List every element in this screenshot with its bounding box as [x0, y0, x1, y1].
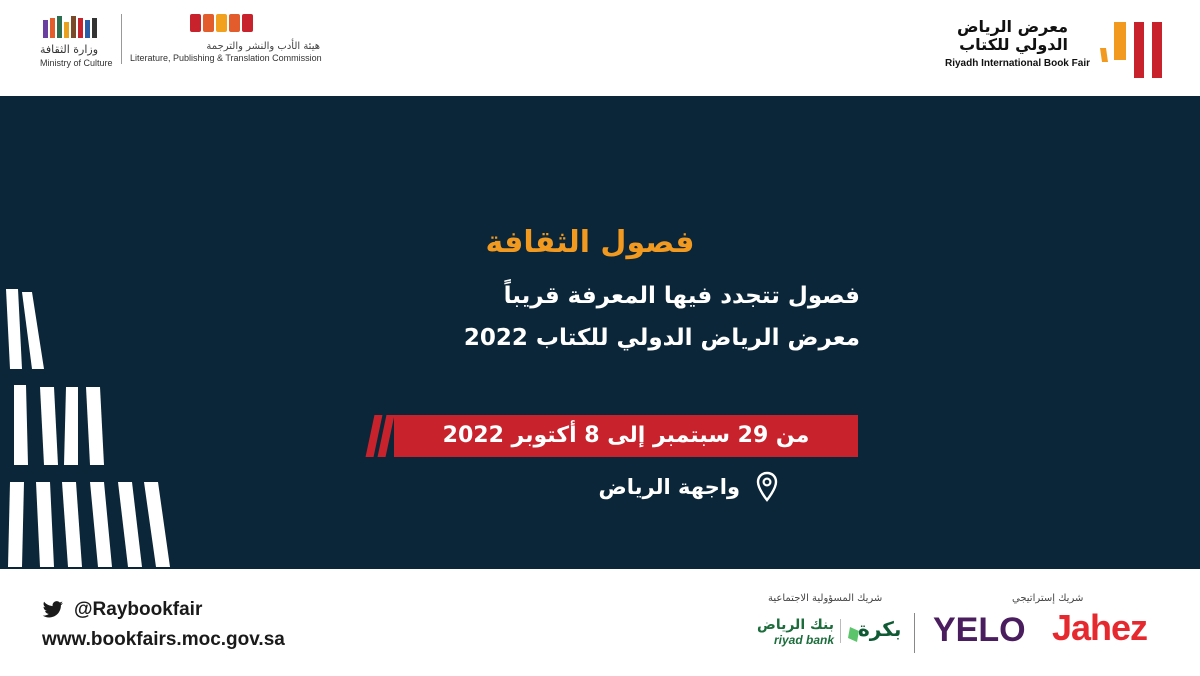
strategic-partner-label: شريك إستراتيجي [1012, 593, 1084, 604]
tagline-line2: معرض الرياض الدولي للكتاب 2022 [463, 325, 860, 351]
bakra-logo [848, 615, 902, 647]
footer [0, 569, 1200, 676]
yelo-logo: YELO [933, 611, 1026, 649]
date-banner [368, 415, 858, 457]
twitter-handle: @Raybookfair [74, 599, 203, 620]
moc-emblem-icon [43, 16, 97, 38]
moc-name-en: Ministry of Culture [40, 58, 113, 68]
website-url[interactable]: www.bookfairs.moc.gov.sa [42, 629, 285, 650]
literature-commission-logo [130, 14, 330, 66]
rbf-name-ar-line2: الدولي للكتاب [959, 35, 1068, 54]
lpt-name-en: Literature, Publishing & Translation Commission [130, 53, 322, 63]
riyad-bank-ar: بنك الرياض [757, 617, 834, 633]
riyadh-book-fair-logo [928, 14, 1178, 84]
season-title: فصول الثقافة [485, 225, 695, 260]
partner-divider [914, 613, 915, 653]
csr-partner-label: شريك المسؤولية الاجتماعية [768, 593, 883, 604]
bakra-name: بكرة [858, 617, 902, 641]
twitter-icon [42, 601, 64, 619]
promo-banner [0, 97, 1200, 569]
riyad-bank-en: riyad bank [773, 633, 834, 647]
riyad-bank-logo [752, 617, 834, 647]
twitter-link[interactable] [42, 599, 202, 621]
jahez-logo: Jahez [1052, 607, 1148, 648]
rbf-name-ar [957, 18, 1068, 54]
rbf-name-ar-line1: معرض الرياض [957, 17, 1068, 36]
tagline-line1: فصول تتجدد فيها المعرفة قريباً [503, 283, 860, 309]
rbf-name-en: Riyadh International Book Fair [944, 58, 1090, 69]
venue [470, 469, 780, 509]
header-divider [121, 14, 122, 64]
lpt-name-ar: هيئة الأدب والنشر والترجمة [206, 41, 320, 52]
lpt-emblem-icon [190, 14, 253, 32]
decorative-stripes [0, 97, 220, 569]
header [0, 0, 1200, 97]
ministry-of-culture-logo [40, 16, 120, 66]
event-dates: من 29 سبتمبر إلى 8 أكتوبر 2022 [442, 423, 810, 448]
location-pin-icon [756, 471, 778, 503]
moc-name-ar: وزارة الثقافة [40, 43, 99, 56]
venue-name: واجهة الرياض [598, 475, 740, 499]
partner-divider-small [840, 619, 841, 643]
rbf-mark-icon [1096, 18, 1178, 80]
